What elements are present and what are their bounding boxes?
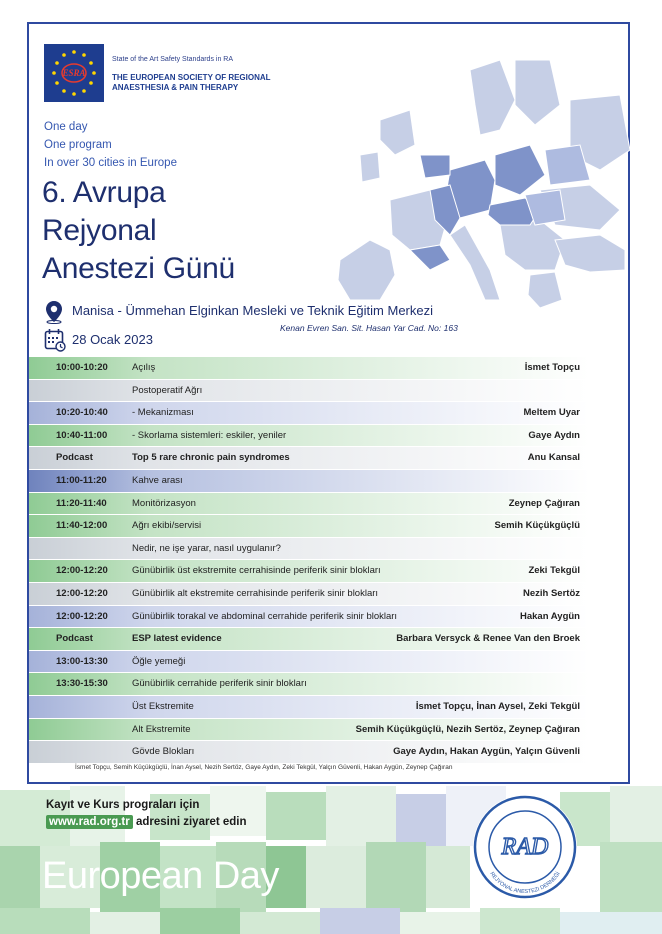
program-table — [29, 356, 628, 763]
org-name-line1: THE EUROPEAN SOCIETY OF REGIONAL — [112, 73, 271, 82]
program-topic: Açılış — [132, 362, 156, 373]
program-speaker: Semih Küçükgüçlü — [494, 520, 580, 532]
program-speaker: Anu Kansal — [527, 452, 580, 464]
program-row — [29, 650, 628, 673]
program-row — [29, 446, 628, 469]
tagline-line: One day — [44, 121, 88, 133]
program-speaker: Zeynep Çağıran — [508, 497, 580, 509]
program-row — [29, 740, 628, 763]
program-row — [29, 627, 628, 650]
location-address: Kenan Evren San. Sit. Hasan Yar Cad. No: 163 — [280, 323, 458, 333]
program-speaker: Semih Küçükgüçlü, Nezih Sertöz, Zeynep Çağıran — [355, 723, 580, 735]
program-speaker: İsmet Topçu — [524, 362, 580, 373]
program-time: 11:00-11:20 — [56, 474, 107, 486]
program-time: 10:40-11:00 — [56, 429, 108, 441]
registration-line1: Kayıt ve Kurs prograları için — [46, 799, 200, 811]
title-line: Anestezi Günü — [42, 252, 235, 285]
location-pin-icon — [44, 300, 64, 324]
program-speaker: Nezih Sertöz — [522, 587, 580, 599]
program-row — [29, 356, 628, 379]
program-topic: Günübirlik torakal ve abdominal cerrahide periferik sinir blokları — [132, 610, 398, 622]
program-speaker: Gaye Aydın, Hakan Aygün, Yalçın Güvenli — [393, 746, 580, 758]
participants-list: İsmet Topçu, Semih Küçükgüçlü, İnan Aysel, Nezih Sertöz, Gaye Aydın, Zeki Tekgül, Yalçın Güvenli, Hakan Aygün, Zeynep Çağıran — [75, 764, 453, 771]
program-topic: Alt Ekstremite — [132, 723, 191, 735]
esra-logo — [44, 44, 104, 102]
program-row — [29, 559, 628, 582]
program-time: 12:00-12:20 — [56, 565, 108, 577]
svg-text:ESRA: ESRA — [62, 68, 86, 78]
title-line: Rejyonal — [42, 214, 157, 247]
org-subtitle: State of the Art Safety Standards in RA — [112, 56, 234, 63]
tagline-line: One program — [44, 139, 112, 151]
event-title — [42, 174, 235, 288]
program-time: 11:40-12:00 — [56, 520, 108, 532]
program-topic: Günübirlik cerrahide periferik sinir blokları — [132, 678, 307, 690]
program-row — [29, 492, 628, 515]
calendar-icon — [44, 328, 66, 352]
program-topic: Postoperatif Ağrı — [132, 384, 203, 396]
program-row — [29, 582, 628, 605]
location-name: Manisa - Ümmehan Elginkan Mesleki ve Teknik Eğitim Merkezi — [72, 303, 433, 318]
program-speaker: Barbara Versyck & Renee Van den Broek — [396, 633, 580, 645]
program-row — [29, 718, 628, 741]
program-topic: Günübirlik alt ekstremite cerrahisinde periferik sinir blokları — [132, 587, 379, 599]
org-name — [112, 73, 342, 93]
program-time: 11:20-11:40 — [56, 497, 107, 509]
program-topic: - Skorlama sistemleri: eskiler, yeniler — [132, 429, 287, 441]
program-time: 13:30-15:30 — [56, 678, 108, 690]
website-link[interactable]: www.rad.org.tr — [46, 815, 133, 829]
program-topic: Nedir, ne işe yarar, nasıl uygulanır? — [132, 542, 281, 554]
program-row — [29, 672, 628, 695]
program-speaker: İsmet Topçu, İnan Aysel, Zeki Tekgül — [415, 700, 580, 712]
program-time: 12:00-12:20 — [56, 587, 108, 599]
program-time: 10:00-10:20 — [56, 362, 108, 373]
event-date: 28 Ocak 2023 — [72, 332, 153, 347]
program-speaker: Zeki Tekgül — [528, 565, 580, 577]
program-time: 13:00-13:30 — [56, 655, 108, 667]
program-topic: Monitörizasyon — [132, 497, 196, 509]
tagline-line: In over 30 cities in Europe — [44, 157, 177, 169]
program-topic: - Mekanizması — [132, 407, 194, 419]
program-row — [29, 469, 628, 492]
svg-text:REJYONAL ANESTEZI DERNEĞİ: REJYONAL ANESTEZI DERNEĞİ — [488, 871, 562, 896]
program-row — [29, 514, 628, 537]
program-time: Podcast — [56, 452, 93, 464]
program-topic: Ağrı ekibi/servisi — [132, 520, 202, 532]
rad-logo — [470, 792, 580, 902]
european-day-title: European Day — [42, 855, 279, 897]
registration-suffix: adresini ziyaret edin — [135, 816, 247, 828]
svg-text:RAD: RAD — [501, 834, 549, 860]
program-row — [29, 379, 628, 402]
esra-org-text — [112, 56, 342, 93]
program-time: 12:00-12:20 — [56, 610, 108, 622]
program-speaker: Meltem Uyar — [523, 407, 580, 419]
program-row — [29, 537, 628, 560]
program-topic: Günübirlik üst ekstremite cerrahisinde periferik sinir blokları — [132, 565, 381, 577]
program-speaker: Hakan Aygün — [519, 610, 580, 622]
program-time: Podcast — [56, 633, 93, 645]
title-line: 6. Avrupa — [42, 176, 166, 209]
program-speaker: Gaye Aydın — [528, 429, 580, 441]
program-topic: Top 5 rare chronic pain syndromes — [132, 452, 290, 464]
program-row — [29, 424, 628, 447]
registration-line2 — [46, 816, 247, 828]
program-topic: Üst Ekstremite — [132, 700, 194, 712]
program-row — [29, 605, 628, 628]
program-row — [29, 695, 628, 718]
program-topic: Gövde Blokları — [132, 746, 195, 758]
org-name-line2: ANAESTHESIA & PAIN THERAPY — [112, 83, 239, 92]
program-topic: Kahve arası — [132, 474, 183, 486]
program-row — [29, 401, 628, 424]
europe-map — [300, 60, 630, 310]
program-topic: Öğle yemeği — [132, 655, 186, 667]
eu-stars-icon — [44, 44, 104, 102]
program-time: 10:20-10:40 — [56, 407, 108, 419]
tagline — [44, 118, 177, 172]
program-topic: ESP latest evidence — [132, 633, 222, 645]
